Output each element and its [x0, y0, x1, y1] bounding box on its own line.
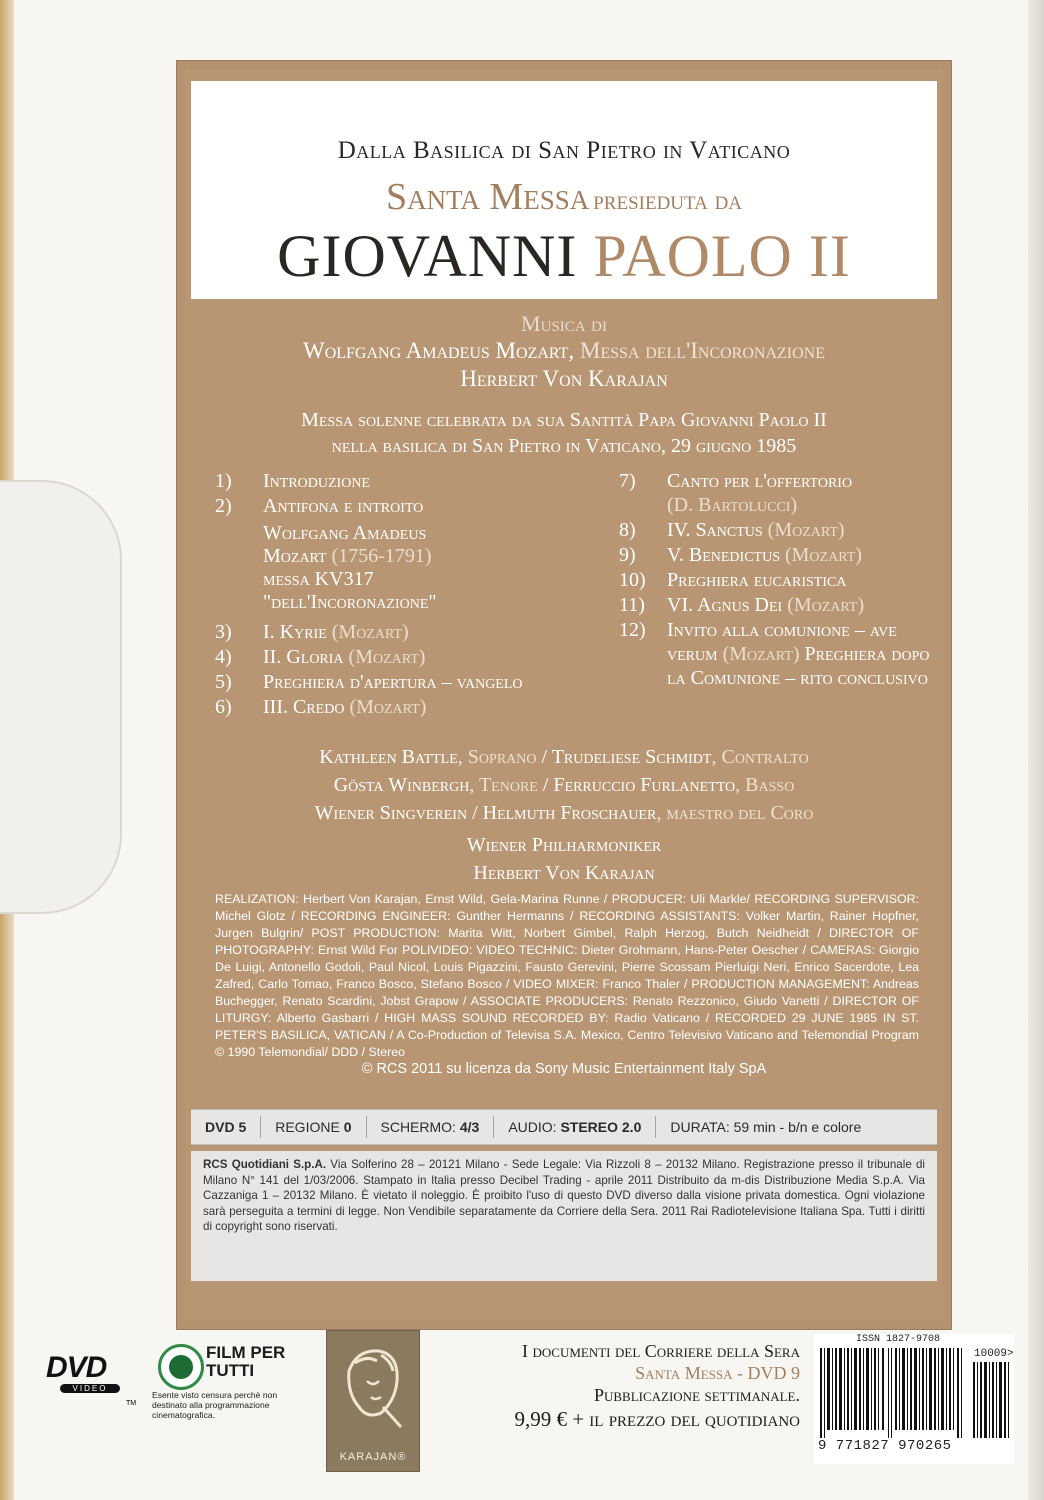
- dvd-format: DVD 5: [191, 1116, 261, 1138]
- track-number: 6): [215, 696, 232, 718]
- karajan-logo-icon: [326, 1330, 420, 1472]
- track-note: (D. Bartolucci): [667, 494, 798, 516]
- sub-line: Mozart: [263, 545, 327, 567]
- list-item: [215, 645, 595, 669]
- venue-line: Dalla Basilica di San Pietro in Vaticano: [337, 137, 791, 164]
- tracklist-right: [619, 469, 939, 691]
- conductor: Herbert Von Karajan: [460, 366, 668, 391]
- film-per-tutti-title: FILM PER TUTTI: [206, 1343, 286, 1380]
- track-number: 3): [215, 621, 232, 643]
- track-note: (Mozart): [782, 594, 865, 616]
- track-number: 7): [619, 470, 636, 492]
- slipcase-cutout: [0, 480, 122, 914]
- track-note: (Mozart): [717, 643, 800, 665]
- list-item: [619, 568, 939, 592]
- barcode-number: 9 771827 970265: [818, 1438, 952, 1454]
- santa-messa: Santa Messa: [385, 176, 590, 218]
- sub-line: "dell'Incoronazione": [263, 591, 437, 613]
- pope-name-gold: PAOLO II: [593, 223, 851, 289]
- karajan-portrait-icon: [337, 1341, 407, 1431]
- title-header: [191, 81, 937, 299]
- track-number: 2): [215, 495, 232, 517]
- cast-list: Kathleen Battle, Soprano / Trudeliese Schmidt, Contralto Gösta Winbergh, Tenore / Ferruccio Furlanetto, Basso Wiener Singverein / Helmuth Froschauer, maestro del Coro: [314, 746, 814, 824]
- pub-issue: Santa Messa - DVD 9: [635, 1363, 800, 1383]
- track-title: Preghiera eucaristica: [667, 569, 847, 591]
- track-title: IV. Sanctus: [667, 519, 763, 541]
- track-title: VI. Agnus Dei: [667, 594, 783, 616]
- track-note: (Mozart): [343, 646, 426, 668]
- orchestra-conductor: Herbert Von Karajan: [473, 862, 655, 884]
- bottom-bar: [0, 1330, 1044, 1500]
- barcode-addon-bars-icon: [972, 1362, 1012, 1438]
- track-title: II. Gloria: [263, 646, 344, 668]
- dvd-tm: TM: [126, 1400, 137, 1407]
- track-number: 11): [619, 594, 645, 616]
- publisher-name: RCS Quotidiani S.p.A.: [203, 1158, 327, 1171]
- track-note: (Mozart): [344, 696, 427, 718]
- sub-note: (1756-1791): [326, 545, 432, 567]
- audio: AUDIO: STEREO 2.0: [494, 1116, 656, 1138]
- list-item: [215, 695, 595, 719]
- track-note: (Mozart): [326, 621, 409, 643]
- list-item: [215, 469, 595, 493]
- musica-di: Musica di: [521, 311, 607, 336]
- list-item: [619, 518, 939, 542]
- track-note: (Mozart): [762, 519, 845, 541]
- pope-name-dark: GIOVANNI: [277, 223, 578, 289]
- karajan-text: KARAJAN®: [339, 1451, 407, 1463]
- presieduta: presieduta da: [593, 185, 743, 215]
- track-number: 10): [619, 569, 646, 591]
- film-per-tutti-note: Esente visto censura perchè non destinato alla programmazione cinematografica.: [152, 1390, 278, 1420]
- pub-price: 9,99 € + il prezzo del quotidiano: [514, 1407, 800, 1431]
- composer: Wolfgang Amadeus Mozart,: [303, 338, 575, 363]
- track-title: III. Credo: [263, 696, 345, 718]
- list-item: [215, 620, 595, 644]
- track-number: 5): [215, 671, 232, 693]
- pope-name: [191, 221, 937, 291]
- celebration-line2: nella basilica di San Pietro in Vaticano, 29 giugno 1985: [331, 435, 797, 457]
- production-credits: REALIZATION: Herbert Von Karajan, Ernst Wild, Gela-Marina Runne / PRODUCER: Uli Markle/ RECORDING SUPERVISOR: Michel Glotz / RECORDING ENGINEER: Gunther Hermanns / RECORDING ASSISTANTS: Volker Martin, Rainer Hopfner, Jurgen Bulgrin/ POST PRODUCTION: Marita Witt, Norbert Gimbel, Ralph Herzog, Butch Neidheidt / DIRECTOR OF PHOTOGRAPHY: Ernst Wild For POLIVIDEO: VIDEO TECHNIC: Dieter Grohmann, Hans-Peter Oescher / CAMERAS: Giorgio De Luigi, Antonello Godoli, Paul Nicol, Louis Pigazzini, Fausto Gerevini, Pierre Scossam Pierluigi Neri, Enrico Sacerdote, Lea Zafred, Carlo Tomao, Franco Bosco, Stefano Bosco / VIDEO MIXER: Franco Thaler / PRODUCTION MANAGEMENT: Andreas Buchegger, Renato Scardini, Jobst Grapow / ASSOCIATE PRODUCERS: Renato Rezzonico, Giudo Vanetti / DIRECTOR OF LITURGY: Alberto Gasbarri / HIGH MASS SOUND RECORDED BY: Radio Vaticano / RECORDED 29 JUNE 1985 IN ST. PETER'S BASILICA, VATICAN / A Co-Production of Televisa S.A. Mexico, Centro Televisivo Vaticano and Telemondial Program © 1990 Telemondial/ DDD / Stereo: [215, 892, 919, 1059]
- music-credits: [177, 311, 951, 393]
- tracklist-left: [215, 469, 595, 720]
- issn-text: ISSN 1827-9708: [856, 1334, 941, 1345]
- track-title: Introduzione: [263, 470, 370, 492]
- mass-subtitle: [215, 522, 595, 614]
- barcode-addon-text: 10009>: [974, 1348, 1014, 1360]
- screen: SCHERMO: 4/3: [367, 1116, 495, 1138]
- list-item: [215, 670, 595, 694]
- region: REGIONE 0: [261, 1116, 366, 1138]
- copyright-line: © RCS 2011 su licenza da Sony Music Entertainment Italy SpA: [361, 1061, 767, 1077]
- legal-text: [191, 1151, 937, 1281]
- orchestra: [177, 831, 951, 887]
- dvd-video-text: VIDEO: [60, 1384, 120, 1393]
- list-item: [215, 494, 595, 518]
- sub-line: Wolfgang Amadeus: [263, 522, 427, 544]
- tech-info-strip: [191, 1109, 937, 1145]
- track-title: V. Benedictus: [667, 544, 780, 566]
- track-title: Canto per l'offertorio: [667, 470, 853, 492]
- list-item: [619, 618, 939, 690]
- duration: DURATA: 59 min - b/n e colore: [670, 1119, 862, 1135]
- right-edge: [1028, 0, 1044, 1500]
- publication-info: [432, 1340, 800, 1432]
- barcode: [814, 1334, 1014, 1464]
- track-title: Antifona e introito: [263, 495, 424, 517]
- sub-line: messa KV317: [263, 568, 374, 590]
- track-title: I. Kyrie: [263, 621, 327, 643]
- work: Messa dell'Incoronazione: [579, 338, 825, 363]
- track-title: Invito alla comunione – ave verum: [667, 619, 897, 665]
- track-number: 9): [619, 544, 636, 566]
- track-number: 4): [215, 646, 232, 668]
- track-note: (Mozart): [779, 544, 862, 566]
- track-title-cont: Preghiera dopo la Comunione – rito conclusivo: [667, 643, 930, 689]
- legal-body: Via Solferino 28 – 20121 Milano - Sede Legale: Via Rizzoli 8 – 20132 Milano. Registrazione presso il tribunale di Milano N° 141 del 1/03/2006. Stampato in Italia presso Decibel Trading - aprile 2011 Distribuito da m-dis Distribuzione Media S.p.A. Via Cazzaniga 1 – 20132 Milano. È vietato il noleggio. È proibito l'uso di questo DVD diverso dalla visione privata domestica. Ogni violazione sarà perseguita a termini di legge. Non Vendibile separatamente da Corriere della Sera. 2011 Rai Radiotelevisione Italiana Spa. Tutti i diritti di copyright sono riservati.: [203, 1158, 926, 1233]
- film-per-tutti-icon: [158, 1344, 204, 1390]
- list-item: [619, 543, 939, 567]
- track-number: 12): [619, 619, 646, 641]
- list-item: [619, 469, 939, 517]
- track-number: 1): [215, 470, 232, 492]
- barcode-bars-icon: [818, 1348, 968, 1438]
- pub-frequency: Pubblicazione settimanale.: [593, 1385, 800, 1405]
- track-number: 8): [619, 519, 636, 541]
- celebration-line1: Messa solenne celebrata da sua Santità Papa Giovanni Paolo II: [301, 409, 827, 431]
- list-item: [619, 593, 939, 617]
- celebration-info: [177, 407, 951, 459]
- track-title: Preghiera d'apertura – vangelo: [263, 671, 523, 693]
- dvd-logo-text: DVD: [46, 1351, 107, 1384]
- orchestra-name: Wiener Philharmoniker: [466, 834, 662, 856]
- mass-line: [191, 175, 937, 219]
- composer-work: [177, 337, 951, 365]
- cover-sleeve: [176, 60, 952, 1330]
- pub-series: I documenti del Corriere della Sera: [522, 1341, 800, 1361]
- dvd-video-logo-icon: [46, 1351, 137, 1407]
